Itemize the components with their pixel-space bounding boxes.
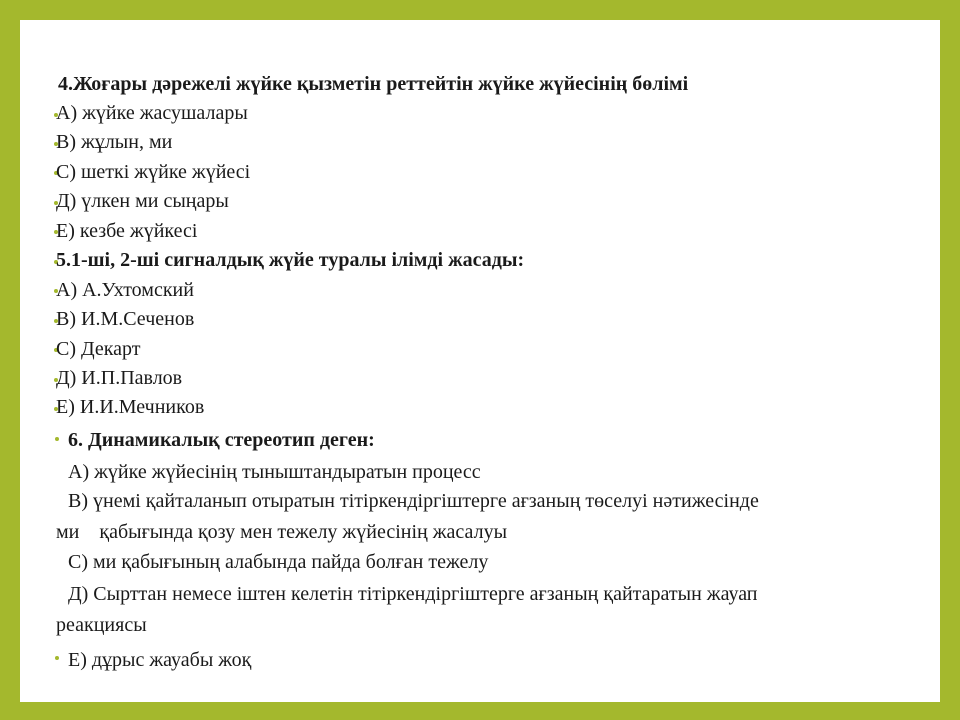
bullet-icon [55,437,59,441]
bullet-icon [55,656,59,660]
q4-option-d: Д) үлкен ми сыңары [56,190,229,212]
q4-option-c: С) шеткі жүйке жүйесі [56,161,251,183]
q6-option-c: С) ми қабығының алабында пайда болған тежелу [68,551,489,573]
q6-option-b-line1: В) үнемі қайталанып отыратын тітіркендіргіштерге ағзаның төселуі нәтижесінде [68,490,759,512]
q6-option-e: Е) дұрыс жауабы жоқ [68,649,252,671]
q5-option-b: В) И.М.Сеченов [56,308,195,330]
q5-option-a: А) А.Ухтомский [56,279,194,301]
q5-option-e: Е) И.И.Мечников [56,396,205,418]
q6-option-b-line2: ми қабығында қозу мен тежелу жүйесінің жасалуы [56,521,508,543]
q4-option-e: Е) кезбе жүйкесі [56,220,198,242]
q6-option-a: А) жүйке жүйесінің тыныштандыратын процесс [68,461,481,483]
question-4: 4.Жоғары дәрежелі жүйке қызметін реттейтін жүйке жүйесінің бөлімі [58,73,689,95]
q4-option-b: В) жұлын, ми [56,131,173,153]
q6-option-d-line1: Д) Сырттан немесе іштен келетін тітіркендіргіштерге ағзаның қайтаратын жауап [68,583,758,605]
q5-option-d: Д) И.П.Павлов [56,367,183,389]
q5-option-c: С) Декарт [56,338,141,360]
q6-option-d-line2: реакциясы [56,614,147,636]
question-5: 5.1-ші, 2-ші сигналдық жүйе туралы ілімді жасады: [56,249,525,271]
slide [20,20,940,702]
q4-option-a: А) жүйке жасушалары [56,102,248,124]
question-6: 6. Динамикалық стереотип деген: [68,429,375,451]
